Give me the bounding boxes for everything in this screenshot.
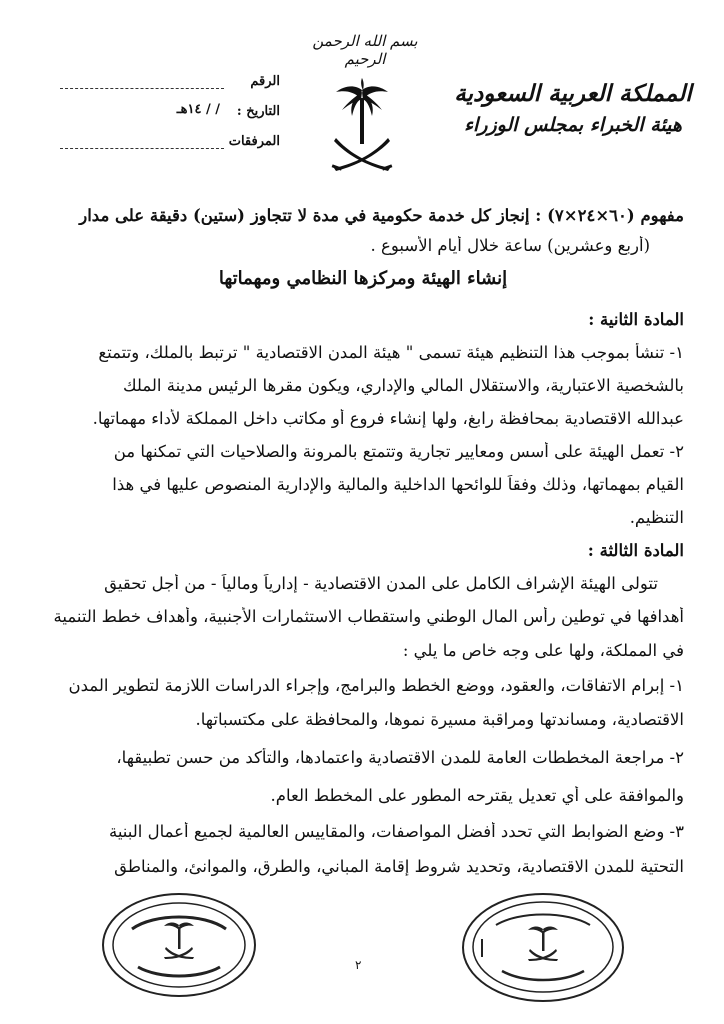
palm-swords-emblem-icon: [330, 78, 394, 178]
body-name: هيئة الخبراء بمجلس الوزراء: [464, 114, 682, 136]
basmala: بسم الله الرحمن الرحيم: [312, 32, 418, 68]
attachments-row: [60, 130, 280, 160]
paragraph-line: ٣- وضع الضوابط التي تحدد أفضل المواصفات، والمقاييس العالمية لجميع أعمال البنية: [108, 822, 684, 841]
article-heading: المادة الثانية :: [588, 310, 684, 329]
paragraph-line: تتولى الهيئة الإشراف الكامل على المدن الاقتصادية - إدارياً ومالياً - من أجل تحقيق: [104, 574, 658, 593]
number-line: [60, 88, 224, 89]
paragraph-line: بالشخصية الاعتبارية، والاستقلال المالي والإداري، ويكون مقرها الرئيس مدينة الملك: [122, 376, 684, 395]
date-value: / / ١٤هـ: [176, 102, 220, 117]
number-row: [60, 70, 280, 100]
date-label: التاريخ :: [236, 104, 280, 119]
issuer-heading: [448, 78, 698, 140]
paragraph-line: عبدالله الاقتصادية بمحافظة رابغ، ولها إنشاء فروع أو مكاتب داخل المملكة لأداء مهماتها.: [92, 409, 684, 428]
paragraph-line: ٢- مراجعة المخططات العامة للمدن الاقتصادية واعتمادها، والتأكد من حسن تطبيقها،: [116, 748, 684, 767]
concept-line: (أربع وعشرين) ساعة خلال أيام الأسبوع .: [370, 236, 650, 255]
number-label: الرقم: [250, 74, 280, 89]
page-number: ٢: [355, 958, 362, 972]
date-row: [60, 100, 280, 130]
paragraph-line: الاقتصادية، ومساندتها ومراقبة مسيرة نموها، والمحافظة على مكتسباتها.: [195, 710, 684, 729]
paragraph-line: التحتية للمدن الاقتصادية، وتحديد شروط إقامة المباني، والطرق، والموانئ، والمناطق: [114, 857, 684, 876]
kingdom-name: المملكة العربية السعودية: [454, 80, 692, 107]
paragraph-line: ١- تنشأ بموجب هذا التنظيم هيئة تسمى " هيئة المدن الاقتصادية " ترتبط بالملك، وتتمتع: [98, 343, 684, 362]
attachments-label: المرفقات: [228, 134, 280, 149]
article-heading: المادة الثالثة :: [587, 541, 684, 560]
paragraph-line: ٢- تعمل الهيئة على أسس ومعايير تجارية وتتمتع بالمرونة والصلاحيات التي تمكنها من: [113, 442, 684, 461]
paragraph-line: في المملكة، ولها على وجه خاص ما يلي :: [402, 641, 684, 660]
concept-line: مفهوم (٦٠×٢٤×٧) : إنجاز كل خدمة حكومية في مدة لا تتجاوز (ستين) دقيقة على مدار: [79, 206, 684, 225]
royal-court-seal-icon: [102, 893, 256, 997]
section-heading: إنشاء الهيئة ومركزها النظامي ومهماتها: [218, 268, 508, 289]
paragraph-line: ١- إبرام الاتفاقات، والعقود، ووضع الخطط والبرامج، وإجراء الدراسات اللازمة لتطوير المدن: [68, 676, 684, 695]
paragraph-line: التنظيم.: [629, 508, 684, 527]
paragraph-line: القيام بمهماتها، وذلك وفقاً للوائحها الداخلية والمالية والإدارية المنصوص عليها في هذا: [112, 475, 684, 494]
attachments-line: [60, 148, 224, 149]
experts-commission-seal-icon: [462, 893, 624, 1002]
paragraph-line: أهدافها في توطين رأس المال الوطني واستقطاب الاستثمارات الأجنبية، وأهداف خطط التنمية: [53, 607, 684, 626]
reference-meta: [60, 70, 280, 160]
paragraph-line: والموافقة على أي تعديل يقترحه المطور على المخطط العام.: [270, 786, 684, 805]
